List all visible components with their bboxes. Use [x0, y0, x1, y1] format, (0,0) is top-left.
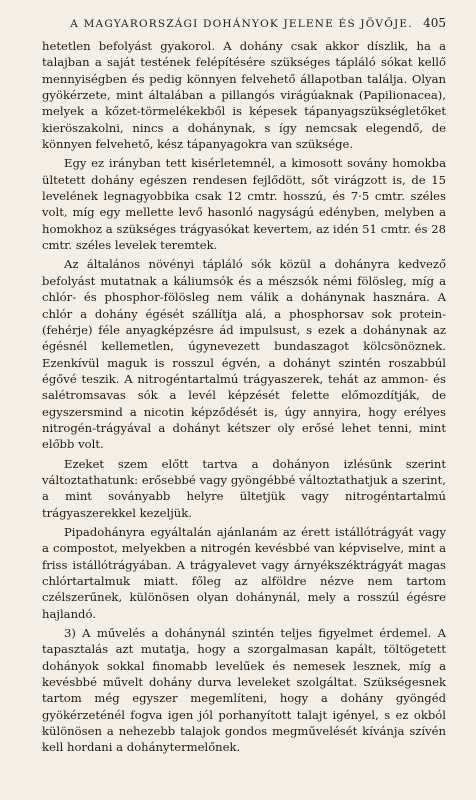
paragraph: Egy ez irányban tett kisérletemnél, a kimosott sovány homokba ültetett dohány egészen rendesen fejlődött, sőt virágzott is, de 15 levelének legnagyobbika csak 12 cmtr. hosszú, és 7·5 cmtr. széles volt, míg egy mellette levő hasonló nagyságú edényben, melyben a homokhoz a szükséges trágyasókat kevertem, az idén 51 cmtr. és 28 cmtr. széles levelek teremtek.: [42, 156, 446, 253]
running-title: A MAGYARORSZÁGI DOHÁNYOK JELENE ÉS JÖVŐJE.: [70, 18, 413, 30]
page-body: [42, 38, 446, 756]
paragraph: 3) A művelés a dohánynál szintén teljes figyelmet érdemel. A tapasztalás azt mutatja, hogy a szorgalmasan kapált, töltögetett dohányok sokkal finomabb levelűek és nemesek lesznek, míg a kevésbbé művelt dohány durva leveleket szolgáltat. Szükségesnek tartom még egyszer megemlíteni, hogy a dohány gyöngéd gyökérzeténél fogva igen jól porhanyított talajt igényel, s ez okból különösen a nehezebb talajok gondos megművelését kívánja szívén kell hordani a dohánytermelőnek.: [42, 626, 446, 755]
paragraph: hetetlen befolyást gyakorol. A dohány csak akkor díszlik, ha a talajban a saját testének felépítésére szükséges tápláló sókat kellő mennyiségben és pedig könnyen felvehető állapotban találja. Olyan gyökérzete, mint általában a pillangós virágúaknak (Papilionacea), melyek a kőzet-törmelékekből is képesek tápanyagszükségletőket kieröszakolni, nincs a dohánynak, s így nemcsak elegendő, de könnyen felvehető, kész tápanyagokra van szüksége.: [42, 39, 446, 152]
paragraph: Az általános növényi tápláló sók közül a dohányra kedvező befolyást mutatnak a káliumsók és a mészsók némi fölösleg, míg a chlór- és phosphor-fölösleg nem válik a dohánynak hasznára. A chlór a dohány égését szállítja alá, a phosphorsav sok protein- (fehérje) féle anyagképzésre ád impulsust, s ezek a dohánynak az égésnél kellemetlen, úgynevezett bundaszagot kölcsönöznek. Ezenkívül maguk is rosszul égvén, a dohányt szintén roszabbúl égővé teszik. A nitrogéntartalmú trágyaszerek, tehát az ammon- és salétromsavas sók a levél képzését felette előmozdítják, de egyszersmind a nicotin képződését is, úgy annyira, hogy erélyes nitrogén-trágyával a dohányt kétszer oly erősé lehet tenni, mint előbb volt.: [42, 257, 446, 452]
page-number: 405: [423, 16, 446, 30]
running-header: [42, 16, 446, 38]
paragraph: Pipadohányra egyáltalán ajánlanám az érett istállótrágyát vagy a compostot, melyekben a nitrogén kevésbbé van képviselve, mint a friss istállótrágyában. A trágyalevet vagy árnyékszéktrágyát magas chlórtartalmuk miatt. főleg az alföldre nézve nem tartom czélszerűnek, különösen olyan dohánynál, mely a rosszúl égésre hajlandó.: [42, 524, 446, 621]
paragraph: Ezeket szem előtt tartva a dohányon izlésünk szerint változtathatunk: erősebbé vagy gyöngébbé változtathatjuk a szerint, a mint soványabb helyre ültetjük vagy nitrogéntartalmú trágyaszerekkel kezeljük.: [42, 456, 446, 520]
